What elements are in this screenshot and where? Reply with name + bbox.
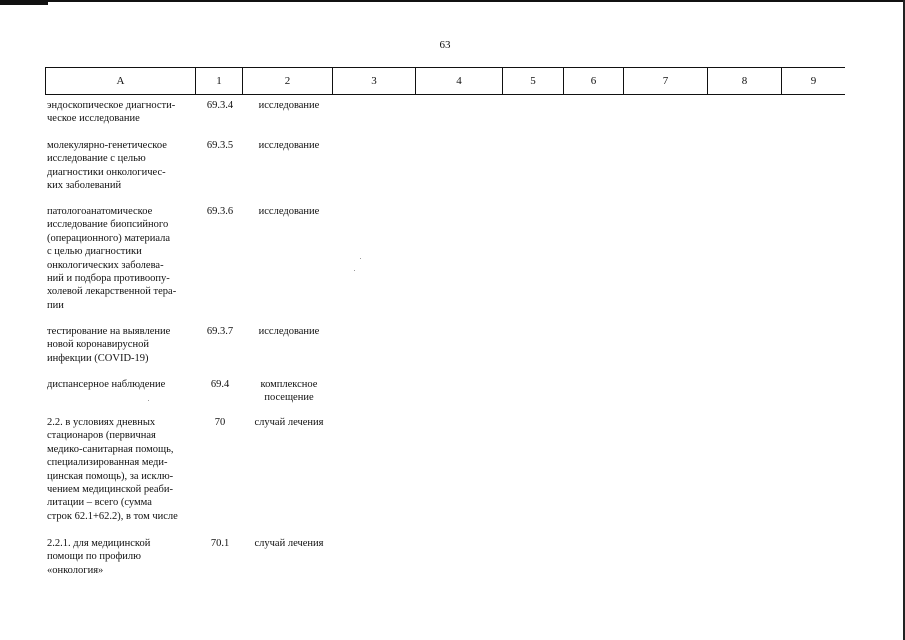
row-unit: исследование — [258, 140, 320, 151]
scan-speck — [360, 258, 361, 259]
header-col-7: 7 — [624, 68, 708, 94]
table-header — [45, 67, 845, 95]
scan-speck — [354, 270, 355, 271]
row-unit: исследование — [258, 206, 320, 217]
row-name: тестирование на выявление новой коронавирусной инфекции (COVID-19) — [47, 326, 171, 364]
row-unit: исследование — [258, 100, 320, 111]
row-name: патологоанатомическое исследование биопсийного (операционного) материала с целью диагностики онкологических заболева- ний и подбора противоопу- холевой лекарственной тера- пии — [47, 206, 177, 311]
row-name: молекулярно-генетическое исследование с целью диагностики онкологичес- ких заболеваний — [47, 140, 167, 192]
header-col-9: 9 — [810, 75, 817, 87]
row-name: 2.2. в условиях дневных стационаров (первичная медико-санитарная помощь, специализированная меди- цинская помощь), за исклю- чением медицинской реаби- литации – всего (сумма строк 62.1+62.2), в том числе — [47, 417, 178, 522]
row-code: 69.3.7 — [206, 326, 234, 337]
header-col-6: 6 — [564, 68, 624, 94]
header-col-2: 2 — [243, 68, 333, 94]
header-col-1: 1 — [196, 68, 243, 94]
header-col-a: А — [45, 68, 196, 94]
row-name: диспансерное наблюдение — [47, 379, 166, 390]
row-code: 69.3.4 — [206, 100, 234, 111]
row-code: 70 — [214, 417, 226, 428]
row-unit: комплексное посещение — [260, 379, 318, 404]
scan-speck — [148, 400, 149, 401]
header-col-8: 8 — [708, 68, 782, 94]
page-number: 63 — [439, 39, 451, 51]
row-code: 69.4 — [210, 379, 230, 390]
row-unit: исследование — [258, 326, 320, 337]
row-code: 69.3.6 — [206, 206, 234, 217]
scan-top-edge — [0, 0, 905, 2]
row-unit: случай лечения — [254, 417, 324, 428]
scan-top-left-mark — [0, 0, 48, 5]
row-name: эндоскопическое диагности- ческое исследование — [47, 100, 176, 125]
row-unit: случай лечения — [254, 538, 324, 549]
header-col-4: 4 — [416, 68, 503, 94]
header-col-5: 5 — [503, 68, 564, 94]
row-code: 69.3.5 — [206, 140, 234, 151]
header-col-3: 3 — [333, 68, 416, 94]
row-code: 70.1 — [210, 538, 230, 549]
row-name: 2.2.1. для медицинской помощи по профилю «онкология» — [47, 538, 151, 576]
